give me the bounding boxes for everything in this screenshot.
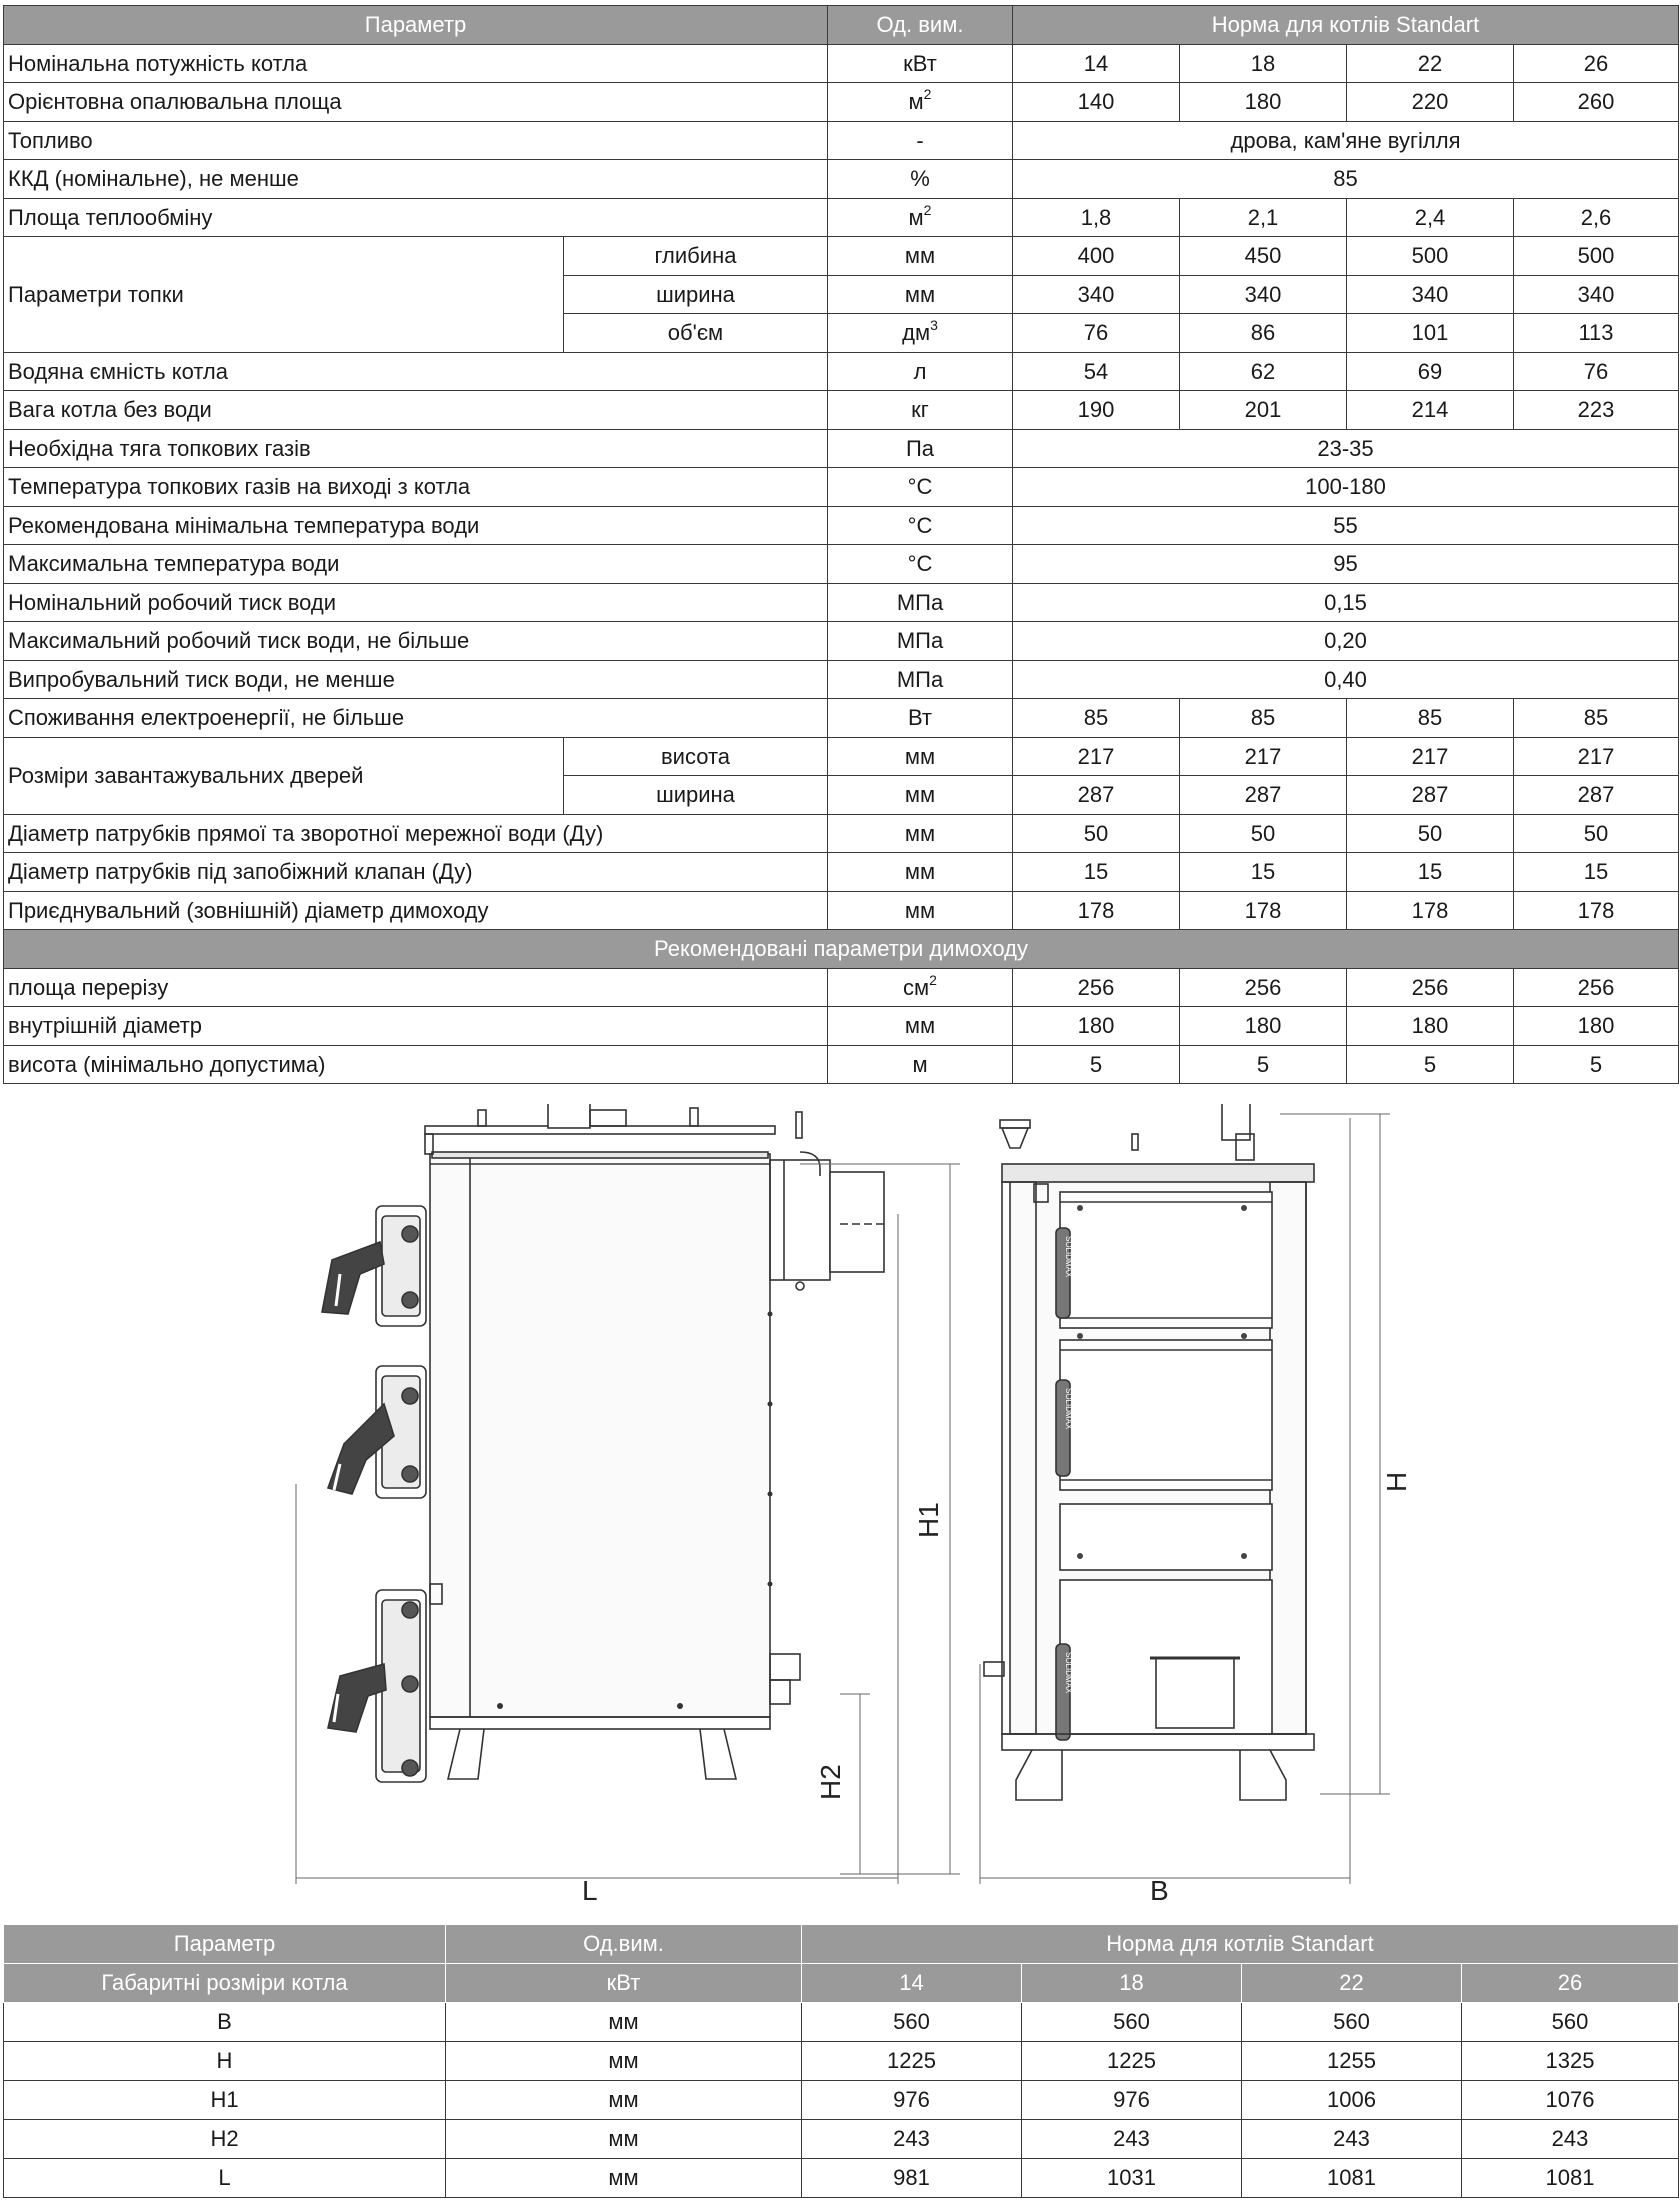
dims-header-overall: Габаритні розміри котла: [4, 1964, 446, 2003]
value-cell: 85: [1013, 699, 1180, 738]
value-cell: 217: [1347, 737, 1514, 776]
value-cell: 50: [1347, 814, 1514, 853]
unit-cell: [828, 776, 1013, 815]
unit-cell: мм: [446, 2081, 802, 2120]
dim-label-H2: H2: [815, 1764, 846, 1800]
value-cell: 287: [1347, 776, 1514, 815]
value-cell: 256: [1347, 968, 1514, 1007]
sub-label: глибина: [564, 237, 828, 276]
value-merged-cell: 85: [1013, 160, 1679, 199]
value-cell: 220: [1347, 83, 1514, 122]
row-label: внутрішній діаметр: [4, 1007, 828, 1046]
unit-text: л: [913, 358, 927, 384]
value-cell: 15: [1514, 853, 1679, 892]
dims-header-model: 18: [1022, 1964, 1242, 2003]
value-cell: 85: [1347, 699, 1514, 738]
unit-text: МПа: [896, 628, 944, 654]
value-cell: 18: [1180, 44, 1347, 83]
row-label: Максимальна температура води: [4, 545, 828, 584]
value-cell: 340: [1180, 275, 1347, 314]
value-cell: 178: [1013, 891, 1180, 930]
value-cell: 14: [1013, 44, 1180, 83]
unit-cell: [828, 660, 1013, 699]
row-label: Номінальна потужність котла: [4, 44, 828, 83]
dim-label-H: H: [1381, 1471, 1412, 1492]
unit-text: м: [912, 1051, 928, 1077]
unit-cell: [828, 44, 1013, 83]
value-cell: 340: [1347, 275, 1514, 314]
boiler-side-view: [296, 1104, 960, 1884]
handle-label: SOLIDMAX: [1064, 1652, 1073, 1694]
unit-text: мм: [904, 1013, 936, 1039]
unit-cell: [828, 891, 1013, 930]
value-cell: 1006: [1242, 2081, 1462, 2120]
value-cell: 217: [1180, 737, 1347, 776]
value-cell: 54: [1013, 352, 1180, 391]
boiler-technical-drawing: [280, 1104, 1420, 1904]
value-cell: 178: [1180, 891, 1347, 930]
sub-label: висота: [564, 737, 828, 776]
dims-header-row-1: [4, 1925, 1679, 1964]
value-cell: 560: [802, 2003, 1022, 2042]
row-label: Розміри завантажувальних дверей: [4, 737, 564, 814]
unit-text: МПа: [896, 666, 944, 692]
value-cell: 223: [1514, 391, 1679, 430]
row-label: Діаметр патрубків прямої та зворотної мережної води (Ду): [4, 814, 828, 853]
value-cell: 560: [1462, 2003, 1679, 2042]
unit-text: мм: [904, 243, 936, 269]
value-cell: 1225: [1022, 2042, 1242, 2081]
sub-label: ширина: [564, 275, 828, 314]
row-label: Температура топкових газів на виході з котла: [4, 468, 828, 507]
door-middle: [328, 1366, 426, 1498]
dims-body: [4, 2003, 1679, 2198]
table-row: [4, 121, 1679, 160]
unit-cell: [828, 737, 1013, 776]
unit-cell: [828, 1007, 1013, 1046]
value-cell: 243: [802, 2120, 1022, 2159]
unit-cell: [828, 853, 1013, 892]
dimension-label: L: [4, 2159, 446, 2198]
unit-cell: мм: [446, 2159, 802, 2198]
value-cell: 2,6: [1514, 198, 1679, 237]
unit-cell: [828, 160, 1013, 199]
row-label: Номінальний робочий тиск води: [4, 583, 828, 622]
value-cell: 214: [1347, 391, 1514, 430]
dims-header-kw: кВт: [446, 1964, 802, 2003]
unit-cell: [828, 391, 1013, 430]
dimension-label: H2: [4, 2120, 446, 2159]
table-row: [4, 737, 1679, 776]
value-cell: 140: [1013, 83, 1180, 122]
value-cell: 180: [1180, 1007, 1347, 1046]
value-cell: 1,8: [1013, 198, 1180, 237]
value-merged-cell: 100-180: [1013, 468, 1679, 507]
value-merged-cell: 95: [1013, 545, 1679, 584]
value-cell: 500: [1514, 237, 1679, 276]
dimension-label: H: [4, 2042, 446, 2081]
boiler-front-view: [980, 1104, 1390, 1884]
table-row: [4, 660, 1679, 699]
value-cell: 243: [1022, 2120, 1242, 2159]
unit-cell: [828, 814, 1013, 853]
dims-header-model: 26: [1462, 1964, 1679, 2003]
value-cell: 5: [1180, 1045, 1347, 1084]
dim-label-L: L: [582, 1875, 598, 1904]
row-label: Площа теплообміну: [4, 198, 828, 237]
value-cell: 5: [1514, 1045, 1679, 1084]
unit-text: м: [908, 89, 924, 115]
spec-body: [4, 44, 1679, 1084]
value-cell: 981: [802, 2159, 1022, 2198]
table-row: [4, 506, 1679, 545]
table-row: [4, 891, 1679, 930]
unit-superscript: 2: [923, 86, 932, 103]
row-label: Необхідна тяга топкових газів: [4, 429, 828, 468]
unit-cell: [828, 237, 1013, 276]
row-label: Приєднувальний (зовнішній) діаметр димоходу: [4, 891, 828, 930]
value-cell: 560: [1022, 2003, 1242, 2042]
value-merged-cell: дрова, кам'яне вугілля: [1013, 121, 1679, 160]
table-row: [4, 2081, 1679, 2120]
row-label: площа перерізу: [4, 968, 828, 1007]
unit-cell: [828, 545, 1013, 584]
unit-text: °С: [907, 551, 933, 577]
value-cell: 256: [1013, 968, 1180, 1007]
table-row: [4, 160, 1679, 199]
table-row: [4, 391, 1679, 430]
unit-cell: [828, 198, 1013, 237]
row-label: Вага котла без води: [4, 391, 828, 430]
chimney-header: Рекомендовані параметри димоходу: [4, 930, 1679, 969]
table-row: [4, 968, 1679, 1007]
table-row: [4, 545, 1679, 584]
value-cell: 2,1: [1180, 198, 1347, 237]
value-cell: 50: [1514, 814, 1679, 853]
unit-text: мм: [904, 281, 936, 307]
value-cell: 178: [1514, 891, 1679, 930]
unit-cell: [828, 83, 1013, 122]
table-row: [4, 429, 1679, 468]
unit-text: %: [910, 166, 930, 192]
row-label: Орієнтовна опалювальна площа: [4, 83, 828, 122]
table-row: [4, 237, 1679, 276]
dims-header-norm: Норма для котлів Standart: [802, 1925, 1679, 1964]
value-cell: 50: [1013, 814, 1180, 853]
value-cell: 1081: [1462, 2159, 1679, 2198]
unit-cell: [828, 1045, 1013, 1084]
value-cell: 62: [1180, 352, 1347, 391]
unit-cell: [828, 121, 1013, 160]
value-cell: 340: [1013, 275, 1180, 314]
value-cell: 190: [1013, 391, 1180, 430]
value-cell: 287: [1180, 776, 1347, 815]
value-cell: 5: [1347, 1045, 1514, 1084]
unit-text: дм: [902, 320, 931, 346]
value-cell: 69: [1347, 352, 1514, 391]
value-cell: 15: [1013, 853, 1180, 892]
value-cell: 1081: [1242, 2159, 1462, 2198]
table-row: [4, 83, 1679, 122]
unit-cell: мм: [446, 2003, 802, 2042]
row-label: Водяна ємність котла: [4, 352, 828, 391]
table-row: [4, 198, 1679, 237]
handle-label: SOLIDMAX: [1064, 1388, 1073, 1430]
door-upper: [322, 1206, 426, 1326]
row-label: ККД (номінальне), не менше: [4, 160, 828, 199]
header-unit: Од. вим.: [828, 6, 1013, 45]
value-cell: 22: [1347, 44, 1514, 83]
unit-superscript: 3: [930, 317, 938, 334]
table-row: [4, 2042, 1679, 2081]
table-row: [4, 853, 1679, 892]
table-row: [4, 352, 1679, 391]
dim-label-H1: H1: [913, 1502, 944, 1538]
row-label: Діаметр патрубків під запобіжний клапан (Ду): [4, 853, 828, 892]
dimensions-table: [3, 1924, 1679, 2198]
unit-superscript: 2: [929, 971, 937, 988]
unit-text: кг: [911, 397, 929, 423]
door-lower: [328, 1590, 426, 1782]
unit-text: -: [916, 127, 924, 153]
unit-text: Па: [905, 435, 935, 461]
unit-cell: [828, 506, 1013, 545]
row-label: Топливо: [4, 121, 828, 160]
value-cell: 85: [1514, 699, 1679, 738]
unit-cell: [828, 352, 1013, 391]
unit-cell: мм: [446, 2120, 802, 2159]
value-cell: 976: [1022, 2081, 1242, 2120]
value-merged-cell: 0,40: [1013, 660, 1679, 699]
header-parameter: Параметр: [4, 6, 828, 45]
unit-cell: [828, 968, 1013, 1007]
value-cell: 5: [1013, 1045, 1180, 1084]
unit-cell: мм: [446, 2042, 802, 2081]
table-row: [4, 44, 1679, 83]
chimney-header-row: [4, 930, 1679, 969]
row-label: висота (мінімально допустима): [4, 1045, 828, 1084]
table-row: [4, 814, 1679, 853]
unit-text: Вт: [907, 705, 933, 731]
value-cell: 15: [1180, 853, 1347, 892]
value-cell: 50: [1180, 814, 1347, 853]
unit-cell: [828, 583, 1013, 622]
dims-header-unit: Од.вим.: [446, 1925, 802, 1964]
header-norm: Норма для котлів Standart: [1013, 6, 1679, 45]
value-cell: 287: [1514, 776, 1679, 815]
row-label: Рекомендована мінімальна температура води: [4, 506, 828, 545]
value-cell: 256: [1514, 968, 1679, 1007]
row-label: Параметри топки: [4, 237, 564, 353]
value-cell: 15: [1347, 853, 1514, 892]
table-row: [4, 1007, 1679, 1046]
unit-cell: [828, 429, 1013, 468]
value-merged-cell: 55: [1013, 506, 1679, 545]
value-cell: 256: [1180, 968, 1347, 1007]
row-label: Споживання електроенергії, не більше: [4, 699, 828, 738]
unit-text: мм: [904, 897, 936, 923]
value-cell: 101: [1347, 314, 1514, 353]
unit-cell: [828, 622, 1013, 661]
value-cell: 500: [1347, 237, 1514, 276]
dims-header-model: 14: [802, 1964, 1022, 2003]
table-row: [4, 699, 1679, 738]
value-cell: 243: [1462, 2120, 1679, 2159]
value-cell: 85: [1180, 699, 1347, 738]
value-cell: 180: [1514, 1007, 1679, 1046]
value-cell: 86: [1180, 314, 1347, 353]
unit-text: кВт: [903, 50, 937, 76]
value-merged-cell: 0,20: [1013, 622, 1679, 661]
value-cell: 260: [1514, 83, 1679, 122]
dims-header-row-2: [4, 1964, 1679, 2003]
unit-cell: [828, 314, 1013, 353]
table-row: [4, 583, 1679, 622]
unit-text: м: [908, 204, 924, 230]
value-cell: 243: [1242, 2120, 1462, 2159]
unit-text: мм: [904, 782, 936, 808]
value-cell: 76: [1013, 314, 1180, 353]
value-cell: 976: [802, 2081, 1022, 2120]
table-row: [4, 2159, 1679, 2198]
value-cell: 560: [1242, 2003, 1462, 2042]
value-cell: 1225: [802, 2042, 1022, 2081]
sub-label: об'єм: [564, 314, 828, 353]
dim-label-B: B: [1150, 1875, 1169, 1904]
value-merged-cell: 23-35: [1013, 429, 1679, 468]
value-cell: 201: [1180, 391, 1347, 430]
value-cell: 180: [1347, 1007, 1514, 1046]
value-cell: 450: [1180, 237, 1347, 276]
row-label: Випробувальний тиск води, не менше: [4, 660, 828, 699]
value-merged-cell: 0,15: [1013, 583, 1679, 622]
dims-header-model: 22: [1242, 1964, 1462, 2003]
unit-cell: [828, 699, 1013, 738]
value-cell: 1031: [1022, 2159, 1242, 2198]
unit-superscript: 2: [923, 201, 932, 218]
value-cell: 400: [1013, 237, 1180, 276]
dims-header-parameter: Параметр: [4, 1925, 446, 1964]
value-cell: 26: [1514, 44, 1679, 83]
value-cell: 180: [1180, 83, 1347, 122]
unit-cell: [828, 275, 1013, 314]
unit-text: мм: [904, 820, 936, 846]
value-cell: 287: [1013, 776, 1180, 815]
value-cell: 1255: [1242, 2042, 1462, 2081]
table-row: [4, 1045, 1679, 1084]
value-cell: 180: [1013, 1007, 1180, 1046]
sub-label: ширина: [564, 776, 828, 815]
handle-label: SOLIDMAX: [1064, 1236, 1073, 1278]
specifications-table: [3, 5, 1679, 1084]
value-cell: 217: [1013, 737, 1180, 776]
value-cell: 76: [1514, 352, 1679, 391]
unit-cell: [828, 468, 1013, 507]
table-row: [4, 2003, 1679, 2042]
table-row: [4, 622, 1679, 661]
value-cell: 217: [1514, 737, 1679, 776]
dimension-label: H1: [4, 2081, 446, 2120]
table-row: [4, 2120, 1679, 2159]
value-cell: 1325: [1462, 2042, 1679, 2081]
value-cell: 2,4: [1347, 198, 1514, 237]
unit-text: °С: [907, 512, 933, 538]
row-label: Максимальний робочий тиск води, не більше: [4, 622, 828, 661]
spec-header-row: [4, 6, 1679, 45]
unit-text: см: [903, 974, 930, 1000]
unit-text: мм: [904, 743, 936, 769]
value-cell: 113: [1514, 314, 1679, 353]
unit-text: °С: [907, 474, 933, 500]
value-cell: 340: [1514, 275, 1679, 314]
table-row: [4, 468, 1679, 507]
unit-text: МПа: [896, 589, 944, 615]
value-cell: 178: [1347, 891, 1514, 930]
unit-text: мм: [904, 859, 936, 885]
dimension-label: B: [4, 2003, 446, 2042]
value-cell: 1076: [1462, 2081, 1679, 2120]
